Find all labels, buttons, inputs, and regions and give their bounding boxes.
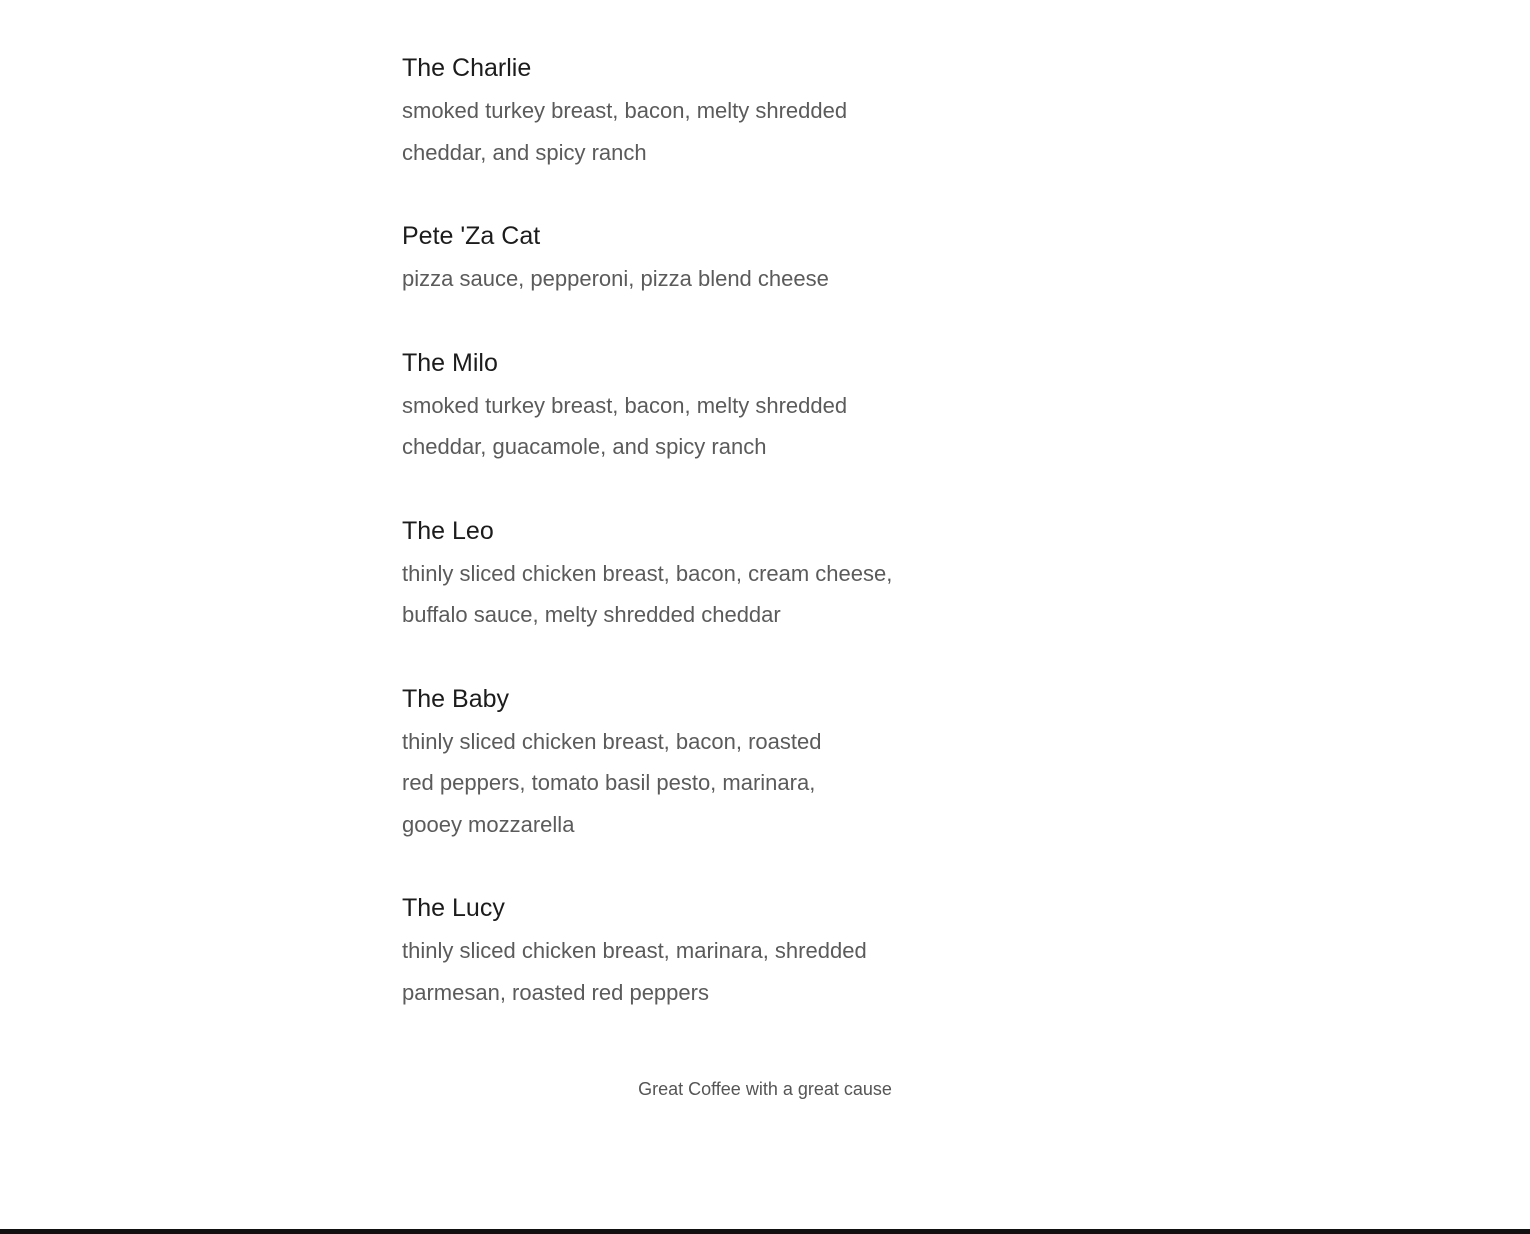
- description-line: smoked turkey breast, bacon, melty shredded: [402, 392, 848, 418]
- description-line: smoked turkey breast, bacon, melty shredded: [402, 98, 848, 123]
- description-line: pizza sauce, pepperoni, pizza blend cheese: [402, 266, 829, 291]
- description-line: thinly sliced chicken breast, bacon, cream cheese,: [402, 560, 893, 586]
- footer-tagline: Great Coffee with a great cause: [638, 1079, 892, 1099]
- menu-item-the-milo: [402, 345, 932, 468]
- menu-item-name: Pete 'Za Cat: [402, 222, 541, 250]
- menu-item-pete-za-cat: [402, 218, 932, 300]
- description-line: gooey mozzarella: [402, 811, 575, 837]
- menu-item-the-baby: [402, 681, 932, 846]
- bottom-border: [0, 1229, 1530, 1234]
- menu-item-the-lucy: [402, 890, 932, 1013]
- menu-item-the-charlie: [402, 50, 932, 173]
- menu-item-name: The Charlie: [402, 54, 532, 82]
- menu-item-name: The Leo: [402, 516, 494, 545]
- description-line: thinly sliced chicken breast, marinara, shredded: [402, 938, 867, 963]
- menu-list: [402, 50, 932, 1058]
- menu-item-description: [402, 930, 932, 1013]
- description-line: red peppers, tomato basil pesto, marinara,: [402, 770, 816, 795]
- menu-item-name: The Lucy: [402, 894, 505, 922]
- menu-item-description: [402, 258, 932, 300]
- menu-item-name: The Milo: [402, 348, 498, 377]
- menu-item-description: [402, 385, 932, 468]
- menu-item-name: The Baby: [402, 684, 510, 713]
- menu-item-the-leo: [402, 513, 932, 636]
- description-line: thinly sliced chicken breast, bacon, roasted: [402, 728, 822, 754]
- description-line: parmesan, roasted red peppers: [402, 979, 709, 1005]
- menu-item-description: [402, 721, 932, 846]
- description-line: cheddar, guacamole, and spicy ranch: [402, 434, 767, 459]
- menu-item-description: [402, 90, 932, 173]
- description-line: cheddar, and spicy ranch: [402, 139, 647, 165]
- description-line: buffalo sauce, melty shredded cheddar: [402, 602, 781, 627]
- menu-item-description: [402, 553, 932, 636]
